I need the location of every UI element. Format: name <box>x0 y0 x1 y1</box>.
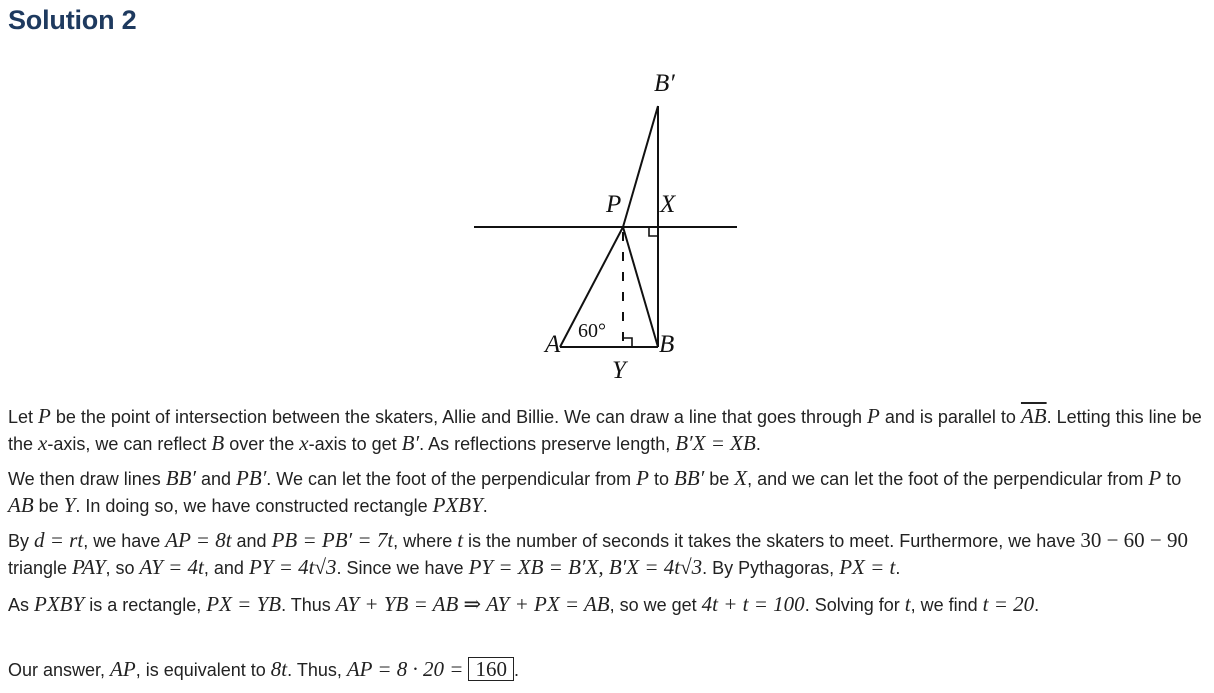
line-pb-prime <box>623 106 658 227</box>
label-b: B <box>659 331 675 358</box>
label-p: P <box>606 191 622 218</box>
paragraph-5: Our answer, AP, is equivalent to 8t. Thus, AP = 8 · 20 = 160 . <box>8 657 519 681</box>
paragraph-2: We then draw lines BB′ and PB′. We can let the foot of the perpendicular from P to BB′ be X, and we can let the foot of the perpendicular from P to AB be Y. In doing so, we have constructed rectangle PXBY. <box>8 466 1182 517</box>
label-a: A <box>545 331 561 358</box>
label-y: Y <box>612 357 626 384</box>
final-answer-box: 160 <box>468 657 514 681</box>
geometry-diagram <box>460 60 760 390</box>
paragraph-3: By d = rt, we have AP = 8t and PB = PB′ = 7t, where t is the number of seconds it takes the skaters to meet. Furthermore, we have 30 − 60 − 90 triangle PAY, so AY = 4t, and PY = 4t√3. Since we have PY = XB = B′X, B′X = 4t√3. By Pythagoras, PX = t. <box>8 528 1189 579</box>
right-angle-marker-y <box>623 338 632 347</box>
label-b-prime: B′ <box>654 70 675 97</box>
label-x: X <box>660 191 676 218</box>
paragraph-4: As PXBY is a rectangle, PX = YB. Thus AY + YB = AB ⇒ AY + PX = AB, so we get 4t + t = 100. Solving for t, we find t = 20. <box>8 592 1040 616</box>
solution-title: Solution 2 <box>8 5 137 35</box>
right-angle-marker-x <box>649 227 658 236</box>
geometry-figure <box>460 60 760 390</box>
label-angle-60: 60° <box>578 320 606 342</box>
paragraph-1: Let P be the point of intersection between the skaters, Allie and Billie. We can draw a line that goes through P and is parallel to $\overline{AB}$. Letting this line be the x-axis, we can reflect B over the x-axis to get B′. As reflections preserve length, B′X = XB. <box>8 404 1202 455</box>
line-pb <box>623 227 658 347</box>
